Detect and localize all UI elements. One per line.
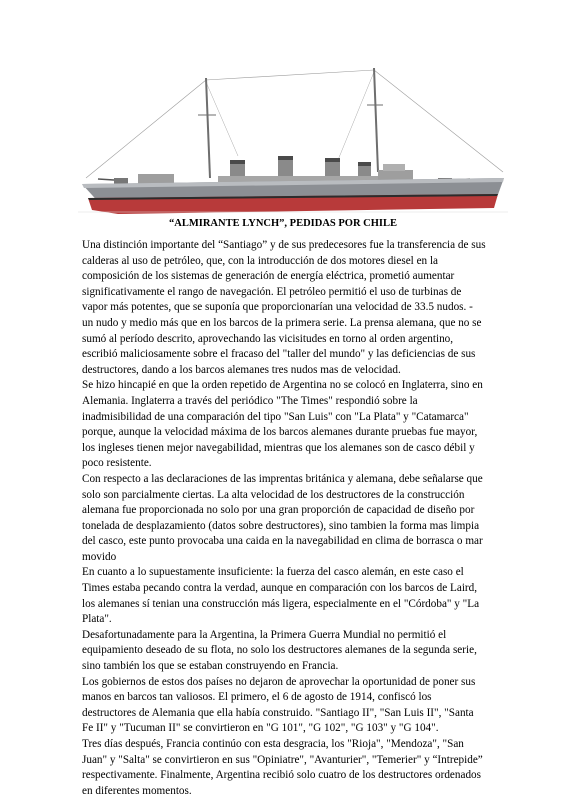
paragraph: Los gobiernos de estos dos países no dejaron de aprovechar la oportunidad de poner sus manos en barcos tan valiosos. El primero, el 6 de agosto de 1914, confiscó los destructores de Alemania que ella había construido. "Santiago II", "San Luis II", "Santa Fe II" y "Tucuman II" se convirtieron en "G 101", "G 102", "G 103" y "G 104". (82, 675, 476, 735)
paragraph: Desafortunadamente para la Argentina, la Primera Guerra Mundial no permitió el equipamiento deseado de su flota, no solo los destructores alemanes de la segunda serie, sino también los que se estaban construyendo en Francia. (82, 628, 477, 673)
paragraph: Tres días después, Francia continúo con esta desgracia, los "Rioja", "Mendoza", "San Juan" y "Salta" se convirtieron en sus "Opiniatre", "Avanturier", "Temerier" y “Intrepide” respectivamente. Finalmente, Argentina recibió solo cuatro de los destructores ordenados en diferentes momentos. (82, 738, 483, 797)
destroyer-ship-illustration (78, 60, 508, 225)
figure-caption: “ALMIRANTE LYNCH”, PEDIDAS POR CHILE (168, 218, 398, 229)
paragraph: Con respecto a las declaraciones de las imprentas británica y alemana, debe señalarse que solo son parcialmente ciertas. La alta velocidad de los destructores de la construcción alemana fue proporcionada no solo por una gran proporción de capacidad de diseño por tonelada de desplazamiento (datos sobre destructores), sino tambien la forma mas limpia del casco, este punto provocaba una caida en la navegabilidad en clima de borrasca o mar movido (82, 472, 483, 563)
paragraph: Una distinción importante del “Santiago” y de sus predecesores fue la transferencia de sus calderas al uso de petróleo, que, con la introducción de dos motores diesel en la composición de los sistemas de generación de energía eléctrica, prometió aumentar significativamente el rango de navegación. El petróleo permitió el uso de turbinas de vapor más potentes, que se suponía que proporcionarían una velocidad de 33.5 nudos. - un nudo y medio más que en los barcos de la primera serie. La prensa alemana, que no se sumó al período descrito, aprovechando las vicisitudes en torno al orden argentino, escribió maliciosamente sobre el fracaso del "taller del mundo" y las deficiencias de sus destructores, dando a los barcos alemanes tres nudos mas de velocidad. (82, 239, 486, 376)
paragraph: En cuanto a lo supuestamente insuficiente: la fuerza del casco alemán, en este caso el Times estaba pecando contra la verdad, aunque en comparación con los barcos de Laird, los alemanes sí tenian una construcción más ligera, especialmente en el "Córdoba" y "La Plata". (82, 566, 480, 626)
paragraph: Se hizo hincapié en que la orden repetido de Argentina no se colocó en Inglaterra, sino en Alemania. Inglaterra a través del periódico "The Times" respondió sobre la inadmisibilidad de una comparación del tipo "San Luis" con "La Plata" y "Catamarca" porque, aunque la velocidad máxima de los barcos alemanes durante pruebas fue mayor, los ingleses tienen mejor navegabilidad, mientras que los alemanes son de casco débil y poco resistente. (82, 379, 483, 470)
article-body (82, 238, 486, 799)
